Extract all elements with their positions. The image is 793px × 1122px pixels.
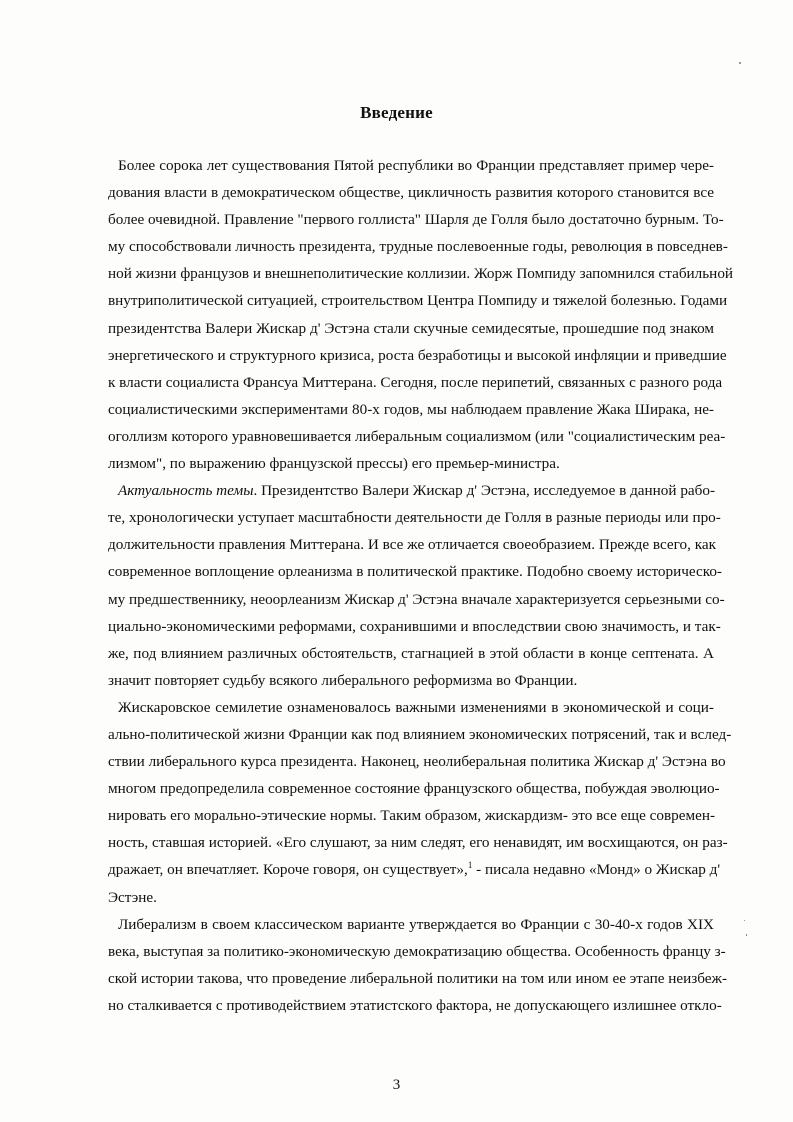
text-line: му способствовали личность президента, трудные послевоенные годы, революция в повседнев- xyxy=(108,238,728,256)
text-line: циально-экономическими реформами, сохранившими и впоследствии свою значимость, и так- xyxy=(108,617,721,635)
text-line: му предшественнику, неоорлеанизм Жискар д' Эстэна вначале характеризуется серьезными со- xyxy=(108,590,725,608)
text-line: современное воплощение орлеанизма в политической практике. Подобно своему историческо- xyxy=(108,563,722,581)
text-line: ской истории такова, что проведение либеральной политики на том или ином ее этапе неизбеж- xyxy=(108,969,728,987)
text-line: Эстэне. xyxy=(108,888,157,906)
scan-speck xyxy=(746,934,747,936)
text-line: к власти социалиста Франсуа Миттерана. Сегодня, после перипетий, связанных с разного рода xyxy=(108,373,723,391)
page-title: Введение xyxy=(360,103,433,122)
text-line: ной жизни французов и внешнеполитические коллизии. Жорж Помпиду запомнился стабильной xyxy=(108,265,734,283)
text-line: президентства Валери Жискар д' Эстэна стали скучные семидесятые, прошедшие под знаком xyxy=(108,319,714,337)
text-line xyxy=(108,477,714,504)
text-line: ально-политической жизни Франции как под влиянием экономических потрясений, так и вслед- xyxy=(108,725,732,743)
scan-speck xyxy=(744,920,745,921)
page-number: 3 xyxy=(392,1077,401,1093)
text-line: Либерализм в своем классическом варианте утверждается во Франции с 30-40-х годов XIX xyxy=(118,915,714,933)
text-line: ность, ставшая историей. «Его слушают, за ним следят, его ненавидят, им восхищаются, он раз- xyxy=(108,834,728,852)
text-line: но сталкивается с противодействием этатистского фактора, не допускающего излишнее откло- xyxy=(108,996,722,1014)
text-line: энергетического и структурного кризиса, роста безработицы и высокой инфляции и приведшие xyxy=(108,346,727,364)
text-line: многом предопределила современное состояние французского общества, побуждая эволюцио- xyxy=(108,780,720,798)
scan-speck xyxy=(739,62,741,64)
text-line: более очевидной. Правление "первого голлиста" Шарля де Голля было достаточно бурным. То- xyxy=(108,211,724,229)
topic-relevance-lead: Актуальность темы xyxy=(118,482,254,500)
text-line: дования власти в демократическом обществе, цикличность развития которого становится все xyxy=(108,184,714,202)
text-line: значит повторяет судьбу всякого либерального реформизма во Франции. xyxy=(108,671,578,689)
text-line: нировать его морально-этические нормы. Таким образом, жискардизм- это все еще современ- xyxy=(108,807,716,825)
footnote-mark[interactable]: 1 xyxy=(467,860,473,871)
body-text xyxy=(108,152,734,1019)
text-line: ствии либерального курса президента. Наконец, неолиберальная политика Жискар д' Эстэна во xyxy=(108,753,726,771)
text-line: лизмом", по выражению французской прессы) его премьер-министра. xyxy=(108,455,560,473)
text-segment: - писала недавно «Монд» о Жискар д' xyxy=(472,861,721,879)
text-line: Более сорока лет существования Пятой республики во Франции представляет пример чере- xyxy=(118,157,714,174)
text-line: должительности правления Миттерана. И все же отличается своеобразием. Прежде всего, как xyxy=(108,536,716,554)
text-line xyxy=(108,856,721,883)
text-line: же, под влиянием различных обстоятельств, стагнацией в этой области в конце септената. А xyxy=(108,644,714,662)
text-line: те, хронологически уступает масштабности деятельности де Голля в разные периоды или про- xyxy=(108,509,721,527)
text-line: оголлизм которого уравновешивается либеральным социализмом (или "социалистическим реа- xyxy=(108,427,726,445)
text-segment: . Президентство Валери Жискар д' Эстэна, исследуемое в данной рабо- xyxy=(253,482,716,500)
text-line: социалистическими экспериментами 80-х годов, мы наблюдаем правление Жака Ширака, не- xyxy=(108,400,714,418)
text-line: века, выступая за политико-экономическую демократизацию общества. Особенность францу з- xyxy=(108,942,726,960)
text-segment: дражает, он впечатляет. Короче говоря, он существует», xyxy=(108,861,468,879)
text-line: Жискаровское семилетие ознаменовалось важными изменениями в экономической и соци- xyxy=(118,698,714,716)
text-line: внутриполитической ситуацией, строительством Центра Помпиду и тяжелой болезнью. Годами xyxy=(108,292,728,310)
